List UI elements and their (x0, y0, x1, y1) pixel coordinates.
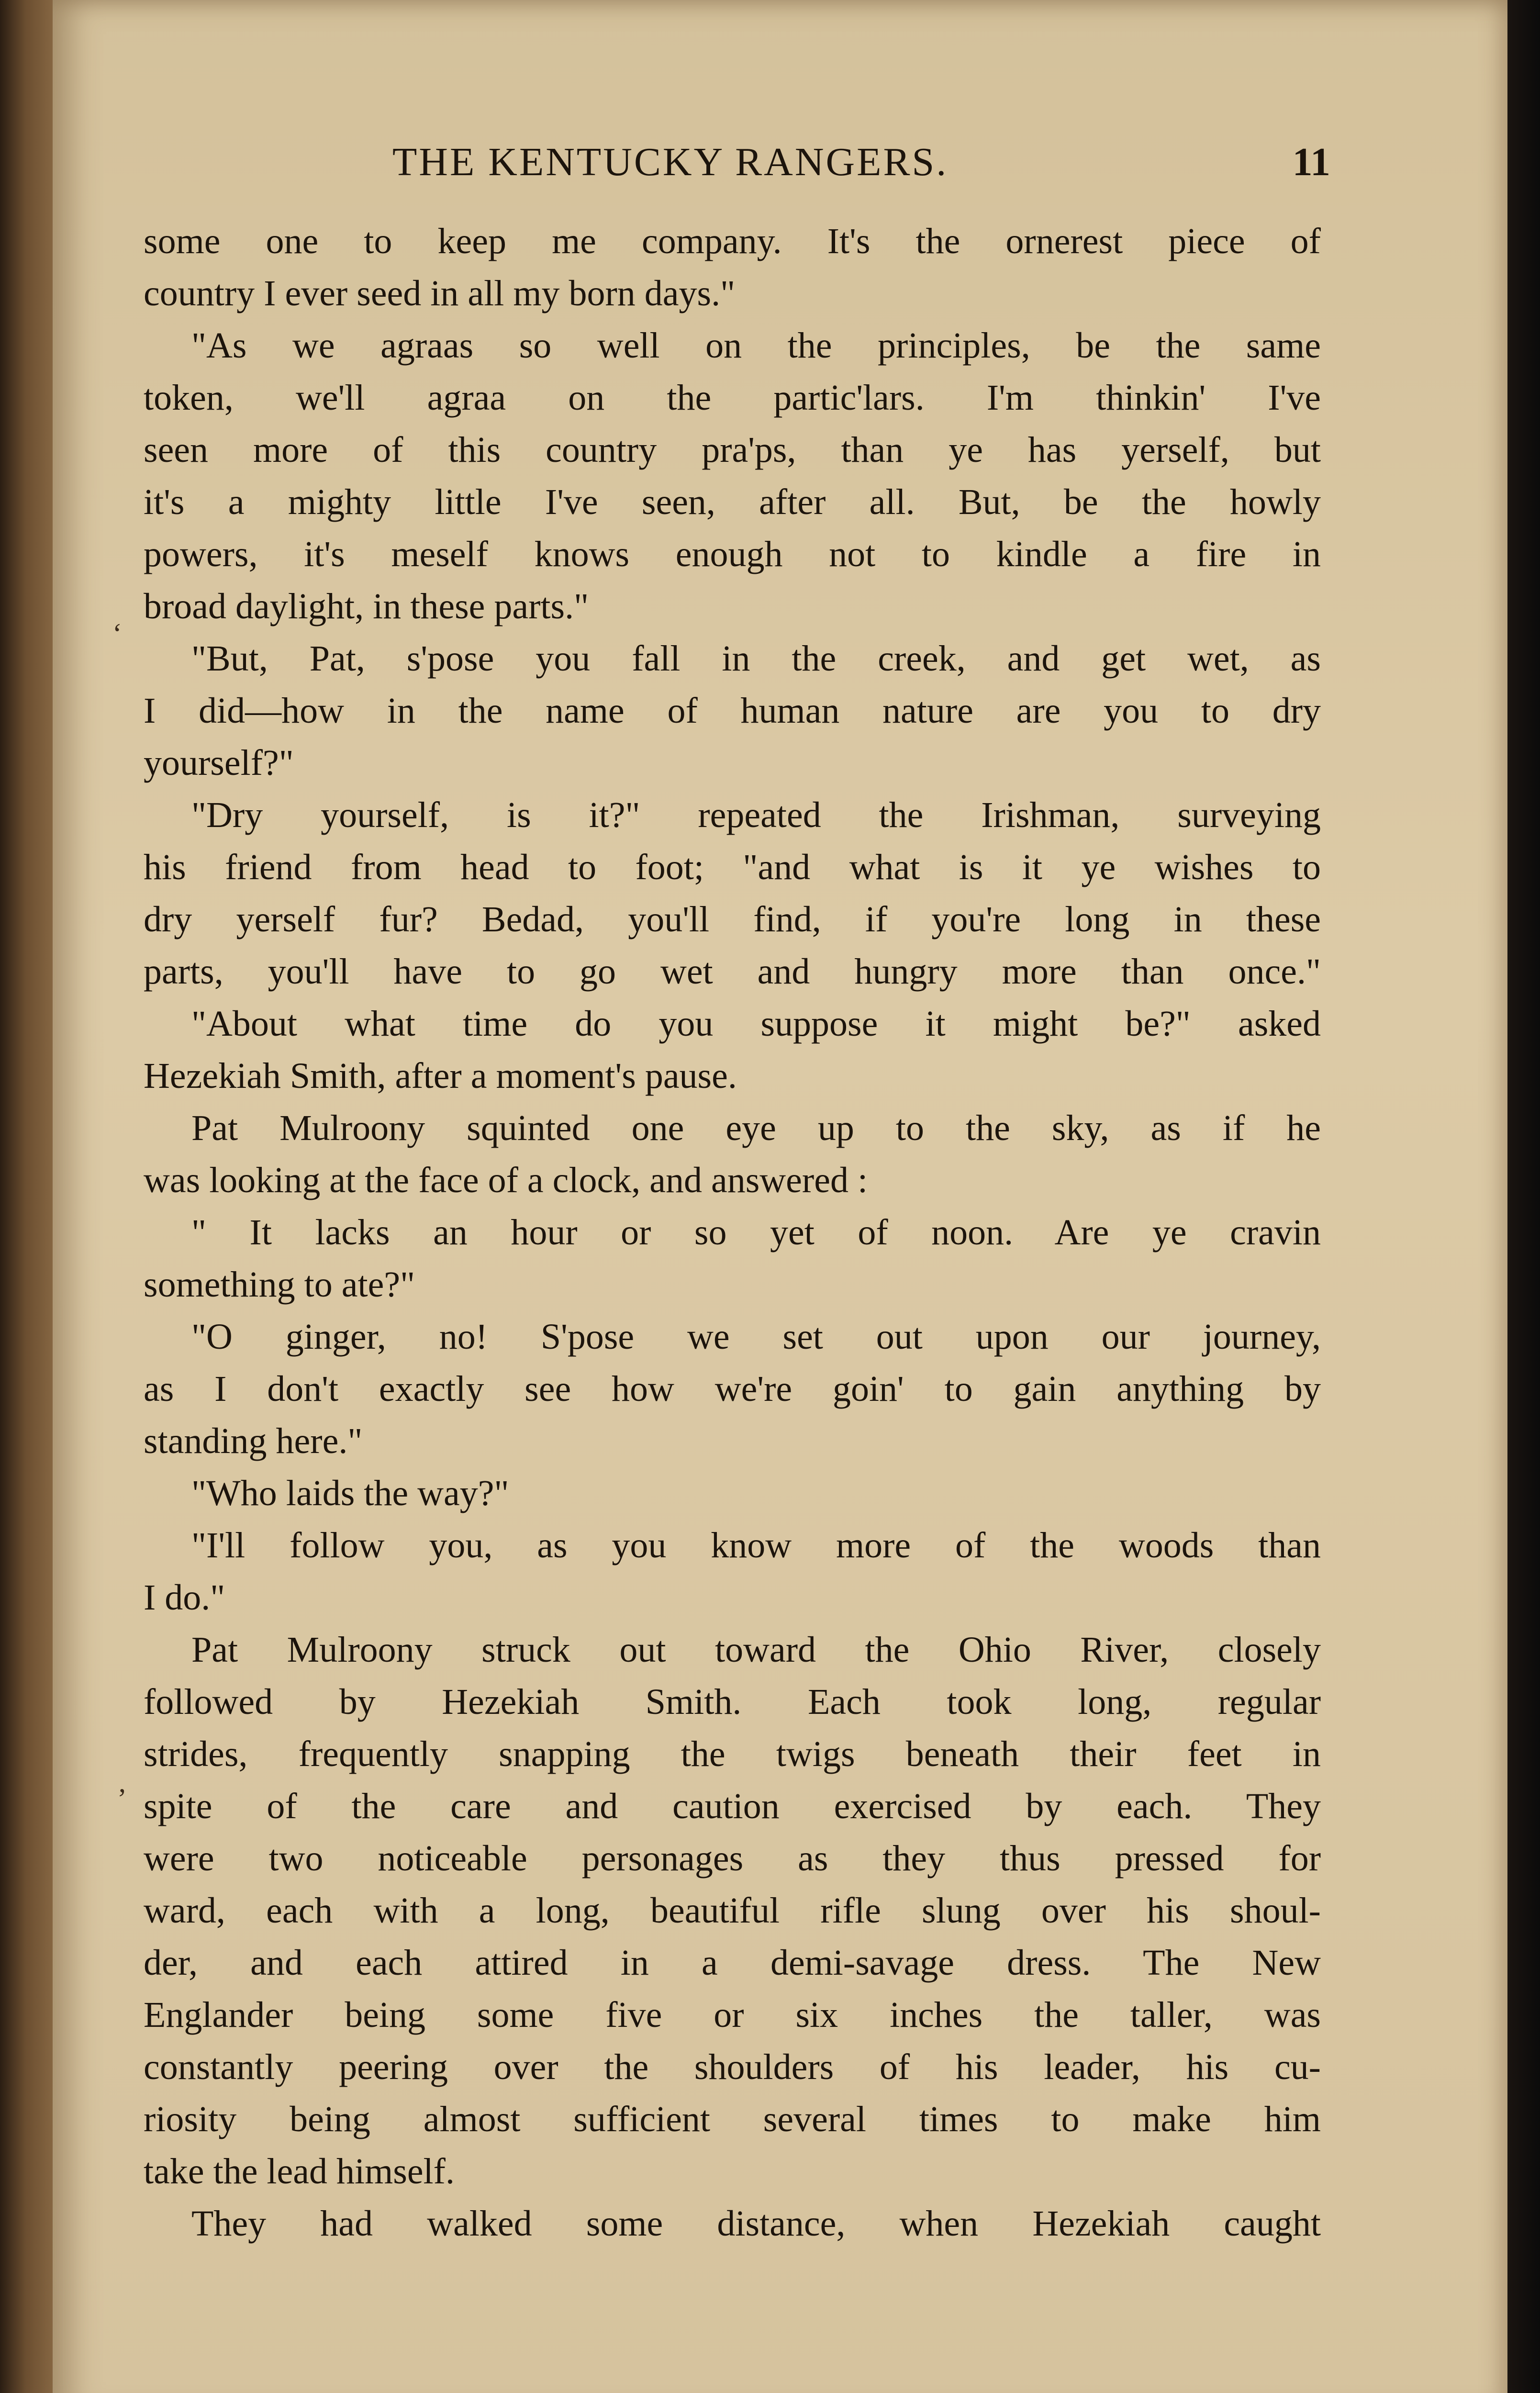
text-line: country I ever seed in all my born days." (144, 273, 736, 313)
text-line: "O ginger, no! S'pose we set out upon our journey, (191, 1317, 1321, 1357)
text-line: spite of the care and caution exercised by each. They (144, 1786, 1321, 1826)
text-line: his friend from head to foot; "and what is it ye wishes to (144, 847, 1321, 887)
text-line: "But, Pat, s'pose you fall in the creek, and get wet, as (191, 638, 1321, 679)
text-line: some one to keep me company. It's the ornerest piece of (144, 221, 1321, 261)
text-line: standing here." (144, 1421, 363, 1461)
text-line: something to ate?" (144, 1264, 415, 1305)
book-gutter (0, 0, 57, 2393)
text-line: "I'll follow you, as you know more of the woods than (191, 1525, 1321, 1566)
text-line: powers, it's meself knows enough not to kindle a fire in (144, 534, 1321, 574)
text-line: as I don't exactly see how we're goin' to gain anything by (144, 1369, 1321, 1409)
text-line: followed by Hezekiah Smith. Each took long, regular (144, 1682, 1321, 1722)
text-line: I do." (144, 1577, 225, 1618)
text-line: broad daylight, in these parts." (144, 586, 589, 626)
page-number: 11 (1292, 140, 1330, 184)
margin-mark: ‚ (117, 1767, 127, 1798)
text-line: yourself?" (144, 743, 294, 783)
text-line: "About what time do you suppose it might be?" asked (191, 1004, 1321, 1044)
text-line: Englander being some five or six inches the taller, was (144, 1995, 1321, 2035)
text-line: dry yerself fur? Bedad, you'll find, if you're long in these (144, 899, 1321, 939)
text-line: " It lacks an hour or so yet of noon. Are ye cravin (191, 1212, 1321, 1252)
text-line: I did—how in the name of human nature are you to dry (144, 691, 1321, 731)
text-line: parts, you'll have to go wet and hungry more than once." (144, 951, 1321, 992)
text-line: "As we agraas so well on the principles, be the same (191, 325, 1321, 366)
text-line: constantly peering over the shoulders of his leader, his cu- (144, 2047, 1321, 2087)
page-edge (1507, 0, 1540, 2393)
text-line: were two noticeable personages as they thus pressed for (144, 1838, 1321, 1879)
text-line: token, we'll agraa on the partic'lars. I'm thinkin' I've (144, 378, 1321, 418)
body-text (144, 215, 1321, 2250)
text-line: Pat Mulroony struck out toward the Ohio River, closely (191, 1630, 1321, 1670)
text-line: They had walked some distance, when Hezekiah caught (191, 2203, 1321, 2244)
running-title: THE KENTUCKY RANGERS. (392, 140, 949, 184)
text-line: was looking at the face of a clock, and answered : (144, 1160, 868, 1200)
text-line: riosity being almost sufficient several times to make him (144, 2099, 1321, 2139)
text-line: Pat Mulroony squinted one eye up to the sky, as if he (191, 1108, 1321, 1148)
text-line: "Who laids the way?" (191, 1473, 509, 1513)
text-line: Hezekiah Smith, after a moment's pause. (144, 1056, 737, 1096)
text-line: strides, frequently snapping the twigs beneath their feet in (144, 1734, 1321, 1774)
text-line: take the lead himself. (144, 2151, 455, 2192)
text-line: it's a mighty little I've seen, after all. But, be the howly (144, 482, 1321, 522)
text-line: der, and each attired in a demi-savage dress. The New (144, 1943, 1321, 1983)
margin-mark: ‘ (112, 618, 122, 649)
text-line: seen more of this country pra'ps, than ye has yerself, but (144, 430, 1321, 470)
text-line: "Dry yourself, is it?" repeated the Irishman, surveying (191, 795, 1321, 835)
text-line: ward, each with a long, beautiful rifle slung over his shoul- (144, 1890, 1321, 1931)
